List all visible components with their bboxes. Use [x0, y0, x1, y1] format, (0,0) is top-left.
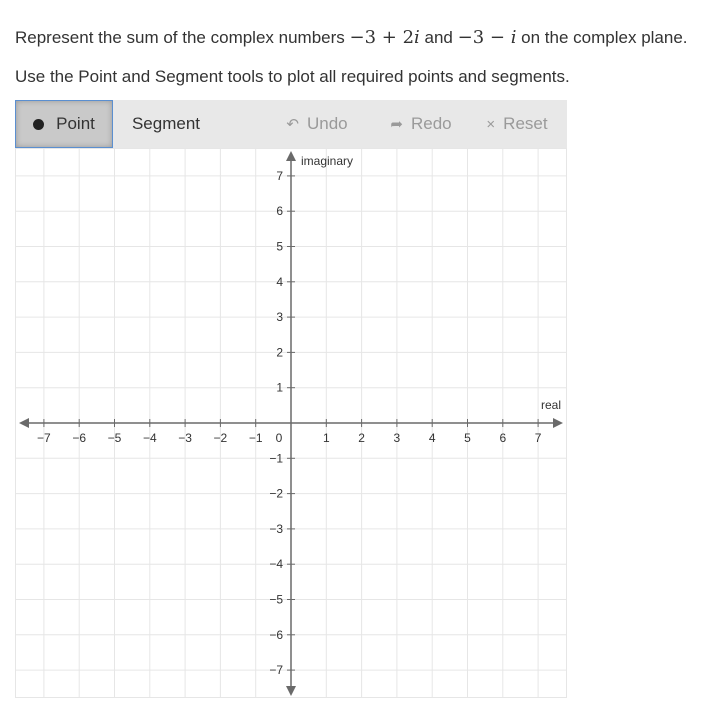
complex-number-2: −3 − i	[457, 27, 517, 48]
prompt-text-after: on the complex plane.	[516, 28, 688, 47]
graph-toolbar	[15, 100, 567, 148]
real-axis-left-arrow-icon	[19, 418, 29, 428]
imaginary-axis-tick-label: −5	[269, 592, 283, 607]
imaginary-axis-tick-label: 1	[276, 380, 283, 395]
real-axis-tick-label: 3	[393, 431, 401, 445]
redo-label: Redo	[410, 114, 452, 133]
prompt-line-1	[15, 27, 688, 48]
prompt-line-2: Use the Point and Segment tools to plot all required points and segments.	[15, 67, 570, 86]
real-axis-tick-label: −1	[248, 431, 263, 445]
imaginary-axis-tick-label: 5	[276, 239, 283, 254]
imaginary-axis-tick-label: −7	[269, 663, 283, 678]
real-axis-label: real	[540, 398, 561, 412]
imaginary-axis-tick-label: 7	[276, 168, 283, 183]
complex-plane-graph[interactable]	[15, 148, 567, 698]
redo-button[interactable]	[377, 100, 465, 148]
imaginary-axis-down-arrow-icon	[286, 686, 296, 696]
real-axis-tick-label: 6	[499, 431, 507, 445]
imaginary-axis-tick-label: −4	[269, 557, 283, 572]
prompt-text-middle: and	[419, 28, 458, 47]
imaginary-axis-label: imaginary	[301, 154, 354, 168]
real-axis-tick-label: −3	[178, 431, 192, 445]
real-axis-tick-label: 7	[534, 431, 542, 445]
real-axis-tick-label: 4	[428, 431, 436, 445]
redo-arrow-icon: ➦	[390, 116, 403, 133]
imaginary-axis-tick-label: −1	[269, 451, 283, 466]
complex-number-1: −3 + 2i	[349, 27, 420, 48]
real-axis-tick-label: −7	[37, 431, 51, 445]
origin-label: 0	[275, 431, 283, 445]
real-axis-tick-label: −4	[142, 431, 157, 445]
undo-button[interactable]	[277, 100, 357, 148]
real-axis-tick-label: −2	[213, 431, 228, 445]
imaginary-axis-tick-label: 6	[276, 204, 283, 219]
segment-tool-label: Segment	[131, 114, 201, 133]
segment-tool-button[interactable]	[123, 100, 209, 148]
real-axis-tick-label: −5	[107, 431, 122, 445]
undo-label: Undo	[306, 114, 348, 133]
imaginary-axis-tick-label: 4	[276, 274, 283, 289]
imaginary-axis-tick-label: 2	[276, 345, 283, 360]
reset-label: Reset	[503, 114, 548, 133]
real-axis-tick-label: −6	[72, 431, 87, 445]
real-axis-tick-label: 1	[322, 431, 330, 445]
real-axis-right-arrow-icon	[553, 418, 563, 428]
imaginary-axis-tick-label: 3	[276, 310, 283, 325]
undo-arrow-icon: ↶	[286, 116, 299, 133]
imaginary-axis-up-arrow-icon	[286, 151, 296, 161]
close-x-icon: ×	[486, 115, 496, 133]
real-axis-tick-label: 5	[464, 431, 471, 445]
real-axis-tick-label: 2	[358, 431, 365, 445]
reset-button[interactable]	[477, 100, 557, 148]
point-tool-button[interactable]	[15, 100, 113, 148]
coordinate-plane[interactable]	[15, 148, 567, 698]
dot-icon	[33, 119, 44, 130]
imaginary-axis-tick-label: −6	[269, 627, 283, 642]
imaginary-axis-tick-label: −3	[269, 521, 283, 536]
imaginary-axis-tick-label: −2	[269, 486, 283, 501]
point-tool-label: Point	[56, 114, 95, 133]
prompt-text-before: Represent the sum of the complex numbers	[15, 28, 350, 47]
